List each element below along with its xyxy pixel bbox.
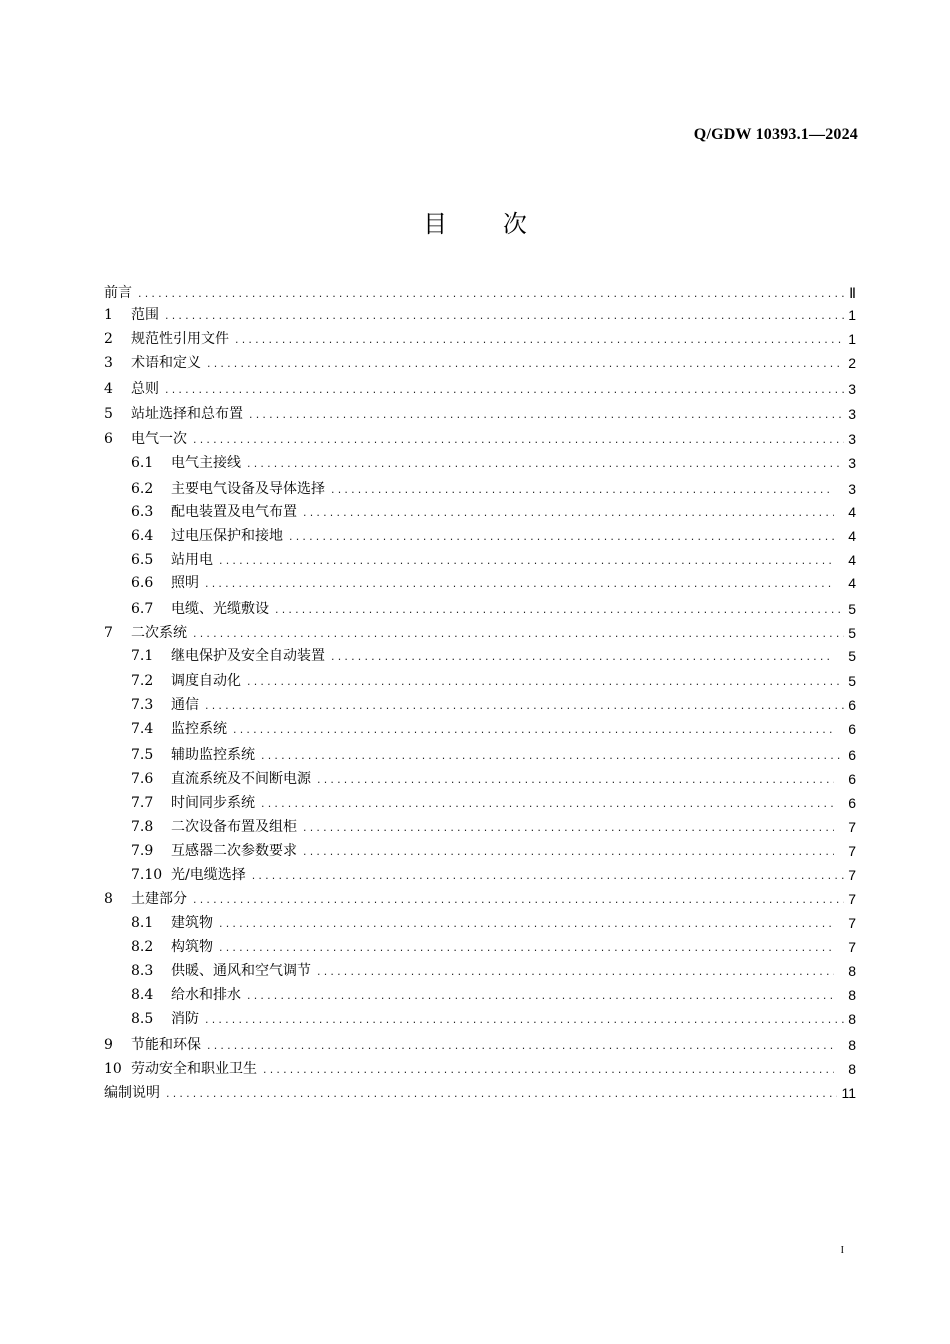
toc-entry[interactable] — [131, 838, 856, 860]
toc-entry-page: 6 — [848, 747, 856, 763]
toc-leader-dots — [207, 1038, 834, 1054]
toc-entry[interactable] — [104, 426, 856, 448]
toc-entry[interactable] — [131, 958, 856, 980]
toc-entry-page: 8 — [848, 963, 856, 979]
toc-entry-label: 术语和定义 — [131, 355, 201, 371]
toc-entry-page: 8 — [848, 1037, 856, 1053]
toc-entry[interactable] — [131, 643, 856, 665]
toc-leader-dots — [317, 772, 834, 788]
toc-leader-dots — [249, 407, 844, 423]
toc-entry[interactable] — [131, 982, 856, 1004]
toc-entry-page: 3 — [848, 455, 856, 471]
toc-entry[interactable] — [104, 401, 856, 423]
toc-entry-number: 8.1 — [131, 915, 154, 931]
toc-entry-number: 8.3 — [131, 963, 154, 979]
toc-leader-dots — [193, 626, 844, 642]
toc-entry-label: 电缆、光缆敷设 — [171, 601, 269, 617]
toc-entry-number: 7.5 — [131, 747, 154, 763]
toc-entry-number: 7.8 — [131, 819, 154, 835]
toc-entry[interactable] — [131, 668, 856, 690]
toc-entry-number: 2 — [104, 331, 113, 347]
toc-entry-label: 监控系统 — [171, 721, 227, 737]
page-number: I — [840, 1245, 844, 1256]
toc-entry-label: 时间同步系统 — [171, 795, 255, 811]
toc-entry-label: 总则 — [131, 381, 159, 397]
toc-leader-dots — [247, 674, 844, 690]
toc-entry-page: 4 — [848, 552, 856, 568]
toc-entry-label: 直流系统及不间断电源 — [171, 771, 311, 787]
toc-entry[interactable] — [104, 1056, 856, 1078]
toc-entry[interactable] — [104, 1032, 856, 1054]
toc-leader-dots — [247, 988, 834, 1004]
toc-entry-number: 9 — [104, 1037, 113, 1053]
toc-entry-label: 消防 — [171, 1011, 199, 1027]
toc-entry[interactable] — [131, 716, 856, 738]
toc-entry-page: 3 — [848, 431, 856, 447]
toc-entry[interactable] — [131, 790, 856, 812]
toc-entry-number: 7 — [104, 625, 113, 641]
toc-entry[interactable] — [104, 1080, 856, 1102]
toc-entry-page: 8 — [848, 1061, 856, 1077]
toc-entry-number: 8.2 — [131, 939, 154, 955]
toc-entry-page: 11 — [841, 1085, 856, 1101]
toc-entry-page: 7 — [848, 843, 856, 859]
toc-leader-dots — [138, 286, 844, 302]
toc-entry[interactable] — [131, 476, 856, 498]
toc-leader-dots — [205, 1012, 844, 1028]
toc-leader-dots — [219, 916, 834, 932]
toc-leader-dots — [303, 820, 834, 836]
toc-entry-page: 7 — [848, 819, 856, 835]
toc-entry-label: 配电装置及电气布置 — [171, 504, 297, 520]
toc-entry-label: 调度自动化 — [171, 673, 241, 689]
toc-title-char-2: 次 — [502, 210, 527, 238]
toc-entry[interactable] — [131, 596, 856, 618]
toc-title-char-1: 目 — [423, 210, 448, 238]
toc-entry-label: 规范性引用文件 — [131, 331, 229, 347]
toc-entry[interactable] — [131, 570, 856, 592]
toc-entry-page: 7 — [848, 891, 856, 907]
toc-leader-dots — [205, 698, 844, 714]
toc-entry-label: 照明 — [171, 575, 199, 591]
toc-entry[interactable] — [104, 280, 856, 302]
toc-entry-number: 5 — [104, 406, 113, 422]
toc-entry-page: 8 — [848, 1011, 856, 1027]
toc-entry-page: 7 — [848, 867, 856, 883]
toc-entry-label: 劳动安全和职业卫生 — [131, 1061, 257, 1077]
toc-leader-dots — [165, 308, 844, 324]
toc-entry-page: 6 — [848, 771, 856, 787]
toc-entry-page: 4 — [848, 528, 856, 544]
toc-entry-number: 7.3 — [131, 697, 154, 713]
toc-entry-page: 5 — [848, 601, 856, 617]
toc-entry[interactable] — [131, 523, 856, 545]
toc-leader-dots — [166, 1086, 837, 1102]
toc-entry[interactable] — [131, 934, 856, 956]
toc-leader-dots — [331, 482, 834, 498]
toc-entry-label: 构筑物 — [171, 939, 213, 955]
toc-entry-number: 6.7 — [131, 601, 154, 617]
toc-entry-label: 辅助监控系统 — [171, 747, 255, 763]
toc-entry-number: 7.6 — [131, 771, 154, 787]
toc-entry-label: 前言 — [104, 285, 132, 301]
toc-entry-number: 6.4 — [131, 528, 154, 544]
toc-entry-number: 1 — [104, 307, 113, 323]
toc-leader-dots — [303, 844, 834, 860]
toc-entry-page: 2 — [848, 355, 856, 371]
toc-entry-number: 8.4 — [131, 987, 154, 1003]
toc-entry-number: 8.5 — [131, 1011, 154, 1027]
toc-entry[interactable] — [131, 910, 856, 932]
toc-entry-page: 3 — [848, 481, 856, 497]
toc-leader-dots — [261, 796, 834, 812]
toc-entry-number: 6.6 — [131, 575, 154, 591]
toc-entry-number: 7.1 — [131, 648, 154, 664]
toc-entry[interactable] — [131, 766, 856, 788]
toc-leader-dots — [219, 553, 834, 569]
toc-entry-number: 7.2 — [131, 673, 154, 689]
toc-leader-dots — [261, 748, 844, 764]
toc-entry-number: 7.4 — [131, 721, 154, 737]
toc-leader-dots — [289, 529, 834, 545]
toc-entry-label: 通信 — [171, 697, 199, 713]
toc-entry-page: 7 — [848, 915, 856, 931]
toc-entry-number: 4 — [104, 381, 113, 397]
toc-leader-dots — [235, 332, 844, 348]
toc-entry-page: 1 — [848, 331, 856, 347]
toc-leader-dots — [263, 1062, 834, 1078]
toc-entry-label: 站用电 — [171, 552, 213, 568]
toc-entry-page: 5 — [848, 625, 856, 641]
toc-entry[interactable] — [104, 886, 856, 908]
toc-entry[interactable] — [131, 862, 856, 884]
toc-entry-label: 站址选择和总布置 — [131, 406, 243, 422]
toc-leader-dots — [252, 868, 844, 884]
toc-entry-number: 8 — [104, 891, 113, 907]
toc-leader-dots — [317, 964, 834, 980]
toc-entry[interactable] — [104, 350, 856, 372]
toc-leader-dots — [207, 356, 844, 372]
toc-entry-page: 6 — [848, 795, 856, 811]
toc-entry-page: 5 — [848, 673, 856, 689]
toc-entry-number: 3 — [104, 355, 113, 371]
toc-entry-number: 6.5 — [131, 552, 154, 568]
toc-entry[interactable] — [104, 620, 856, 642]
toc-entry-label: 范围 — [131, 307, 159, 323]
document-code: Q/GDW 10393.1—2024 — [693, 126, 858, 143]
toc-entry-page: 3 — [848, 406, 856, 422]
toc-entry-number: 6.3 — [131, 504, 154, 520]
toc-leader-dots — [193, 892, 844, 908]
toc-entry-page: 4 — [848, 504, 856, 520]
toc-entry-page: 6 — [848, 721, 856, 737]
toc-leader-dots — [303, 505, 834, 521]
toc-entry-page: 8 — [848, 987, 856, 1003]
toc-entry-number: 6.1 — [131, 455, 154, 471]
toc-entry-label: 二次设备布置及组柜 — [171, 819, 297, 835]
toc-entry-label: 主要电气设备及导体选择 — [171, 481, 325, 497]
toc-leader-dots — [331, 649, 834, 665]
toc-leader-dots — [233, 722, 834, 738]
toc-entry-label: 给水和排水 — [171, 987, 241, 1003]
toc-leader-dots — [219, 940, 834, 956]
toc-entry-label: 节能和环保 — [131, 1037, 201, 1053]
toc-entry[interactable] — [131, 742, 856, 764]
toc-leader-dots — [275, 602, 844, 618]
toc-entry[interactable] — [131, 1006, 856, 1028]
toc-entry-page: 3 — [848, 381, 856, 397]
toc-leader-dots — [205, 576, 834, 592]
toc-entry[interactable] — [104, 302, 856, 324]
toc-leader-dots — [247, 456, 844, 472]
toc-entry-number: 6.2 — [131, 481, 154, 497]
toc-entry-label: 二次系统 — [131, 625, 187, 641]
toc-entry-label: 互感器二次参数要求 — [171, 843, 297, 859]
toc-entry[interactable] — [104, 376, 856, 398]
toc-entry-label: 土建部分 — [131, 891, 187, 907]
toc-entry-number: 7.9 — [131, 843, 154, 859]
toc-entry-label: 电气一次 — [131, 431, 187, 447]
toc-entry-label: 继电保护及安全自动装置 — [171, 648, 325, 664]
toc-entry-page: 5 — [848, 648, 856, 664]
toc-leader-dots — [165, 382, 844, 398]
toc-entry[interactable] — [131, 547, 856, 569]
toc-entry[interactable] — [131, 499, 856, 521]
toc-entry-label: 供暖、通风和空气调节 — [171, 963, 311, 979]
toc-entry-number: 7.7 — [131, 795, 154, 811]
toc-entry-number: 7.10 — [131, 867, 163, 883]
toc-title — [0, 204, 950, 239]
toc-entry-label: 电气主接线 — [171, 455, 241, 471]
toc-entry-number: 10 — [104, 1061, 122, 1077]
toc-entry-label: 建筑物 — [171, 915, 213, 931]
toc-entry-page: 1 — [848, 307, 856, 323]
toc-entry[interactable] — [104, 326, 856, 348]
toc-entry-label: 过电压保护和接地 — [171, 528, 283, 544]
toc-entry-label: 编制说明 — [104, 1085, 160, 1101]
toc-entry[interactable] — [131, 450, 856, 472]
toc-entry-page: Ⅱ — [849, 285, 856, 301]
toc-entry-page: 4 — [848, 575, 856, 591]
toc-entry-number: 6 — [104, 431, 113, 447]
toc-entry-label: 光/电缆选择 — [171, 867, 246, 883]
toc-leader-dots — [193, 432, 844, 448]
toc-entry-page: 6 — [848, 697, 856, 713]
toc-entry[interactable] — [131, 692, 856, 714]
toc-entry-page: 7 — [848, 939, 856, 955]
toc-entry[interactable] — [131, 814, 856, 836]
